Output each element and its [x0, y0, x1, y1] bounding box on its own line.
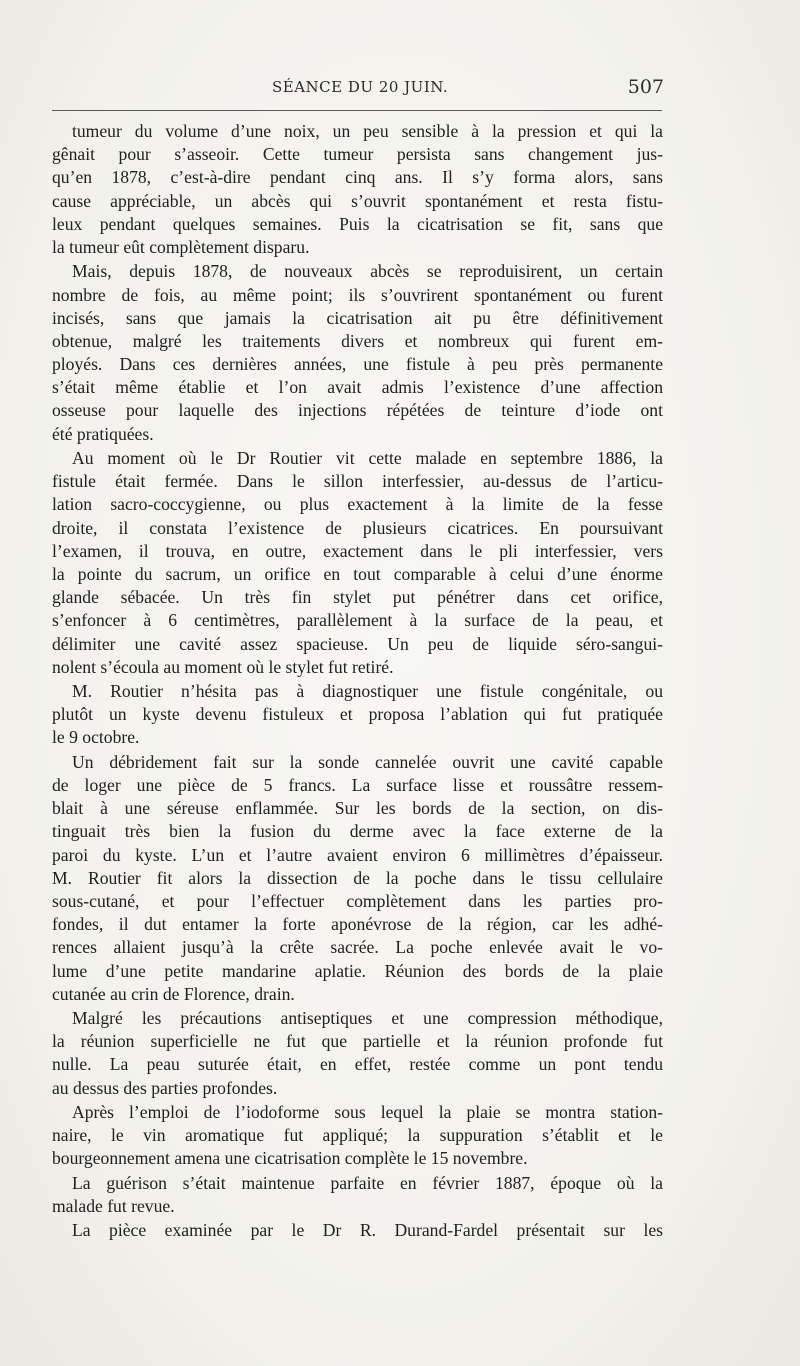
- paragraph: [52, 1101, 663, 1171]
- text-line: gênait pour s’asseoir. Cette tumeur persista sans changement jus-: [52, 144, 663, 165]
- paragraph: [52, 1007, 663, 1100]
- paragraph: [52, 1219, 663, 1242]
- text-line: cutanée au crin de Florence, drain.: [52, 983, 295, 1004]
- running-head: SÉANCE DU 20 JUIN.: [272, 78, 449, 96]
- text-line: la réunion superficielle ne fut que partielle et la réunion profonde fut: [52, 1031, 663, 1052]
- paragraph: [52, 680, 663, 750]
- paragraph: [52, 447, 663, 679]
- page-number: 507: [627, 76, 664, 98]
- text-line: La guérison s’était maintenue parfaite en février 1887, époque où la: [72, 1172, 663, 1193]
- text-line: leux pendant quelques semaines. Puis la cicatrisation se fit, sans que: [52, 213, 663, 234]
- text-line: tumeur du volume d’une noix, un peu sensible à la pression et qui la: [72, 121, 663, 141]
- text-line: plutôt un kyste devenu fistuleux et proposa l’ablation qui fut pratiquée: [52, 704, 663, 725]
- text-line: ployés. Dans ces dernières années, une fistule à peu près permanente: [52, 354, 663, 375]
- text-line: obtenue, malgré les traitements divers et nombreux qui furent em-: [52, 330, 663, 351]
- text-line: rences allaient jusqu’à la crête sacrée. La poche enlevée avait le vo-: [52, 937, 663, 958]
- text-line: l’examen, il trouva, en outre, exactement dans le pli interfessier, vers: [52, 540, 663, 561]
- text-line: bourgeonnement amena une cicatrisation complète le 15 novembre.: [52, 1148, 528, 1169]
- text-line: Après l’emploi de l’iodoforme sous lequel la plaie se montra station-: [72, 1102, 663, 1122]
- text-line: lation sacro-coccygienne, ou plus exactement à la limite de la fesse: [52, 494, 663, 515]
- text-line: La pièce examinée par le Dr R. Durand-Fardel présentait sur les: [72, 1220, 663, 1241]
- text-line: au dessus des parties profondes.: [52, 1077, 278, 1098]
- text-line: nombre de fois, au même point; ils s’ouvrirent spontanément ou furent: [52, 284, 663, 305]
- text-line: le 9 octobre.: [52, 727, 140, 748]
- text-line: fistule était fermée. Dans le sillon interfessier, au-dessus de l’articu-: [52, 471, 663, 492]
- text-line: délimiter une cavité assez spacieuse. Un peu de liquide séro-sangui-: [52, 633, 663, 654]
- text-line: droite, il constata l’existence de plusieurs cicatrices. En poursuivant: [52, 517, 663, 538]
- text-line: cause appréciable, un abcès qui s’ouvrit spontanément et resta fistu-: [52, 190, 663, 211]
- text-line: Malgré les précautions antiseptiques et une compression méthodique,: [72, 1008, 663, 1029]
- paragraph: [52, 120, 663, 259]
- text-line: M. Routier n’hésita pas à diagnostiquer une fistule congénitale, ou: [72, 681, 663, 702]
- text-line: Au moment où le Dr Routier vit cette malade en septembre 1886, la: [72, 448, 663, 468]
- text-line: sous-cutané, et pour l’effectuer complètement dans les parties pro-: [52, 890, 663, 911]
- paragraph: [52, 1172, 663, 1218]
- paragraph: [52, 260, 663, 446]
- paragraph: [52, 751, 663, 1006]
- text-line: nolent s’écoula au moment où le stylet fut retiré.: [52, 656, 394, 677]
- text-line: la tumeur eût complètement disparu.: [52, 236, 310, 257]
- text-line: la pointe du sacrum, un orifice en tout comparable à celui d’une énorme: [52, 563, 663, 584]
- text-line: qu’en 1878, c’est-à-dire pendant cinq ans. Il s’y forma alors, sans: [52, 167, 663, 188]
- text-line: s’était même établie et l’on avait admis l’existence d’une affection: [52, 377, 663, 398]
- text-line: Mais, depuis 1878, de nouveaux abcès se reproduisirent, un certain: [72, 261, 663, 282]
- body-text: [52, 120, 663, 1243]
- text-line: paroi du kyste. L’un et l’autre avaient environ 6 millimètres d’épaisseur.: [52, 844, 663, 865]
- header-rule: [52, 110, 662, 111]
- text-line: de loger une pièce de 5 francs. La surface lisse et roussâtre ressem-: [52, 775, 663, 795]
- text-line: naire, le vin aromatique fut appliqué; la suppuration s’établit et le: [52, 1125, 663, 1146]
- text-line: fondes, il dut entamer la forte aponévrose de la région, car les adhé-: [52, 914, 663, 935]
- page-header: [52, 74, 664, 104]
- text-line: tinguait très bien la fusion du derme avec la face externe de la: [52, 821, 663, 842]
- text-line: glande sébacée. Un très fin stylet put pénétrer dans cet orifice,: [52, 587, 663, 608]
- text-line: M. Routier fit alors la dissection de la poche dans le tissu cellulaire: [52, 867, 663, 888]
- text-line: incisés, sans que jamais la cicatrisation ait pu être définitivement: [52, 307, 663, 328]
- text-line: lume d’une petite mandarine aplatie. Réunion des bords de la plaie: [52, 960, 663, 981]
- text-line: été pratiquées.: [52, 423, 154, 444]
- text-line: malade fut revue.: [52, 1195, 175, 1216]
- text-line: osseuse pour laquelle des injections répétées de teinture d’iode ont: [52, 400, 663, 421]
- text-line: nulle. La peau suturée était, en effet, restée comme un pont tendu: [52, 1054, 663, 1075]
- text-line: s’enfoncer à 6 centimètres, parallèlement à la surface de la peau, et: [52, 610, 663, 631]
- text-line: blait à une séreuse enflammée. Sur les bords de la section, on dis-: [52, 798, 663, 819]
- text-line: Un débridement fait sur la sonde cannelée ouvrit une cavité capable: [72, 751, 663, 772]
